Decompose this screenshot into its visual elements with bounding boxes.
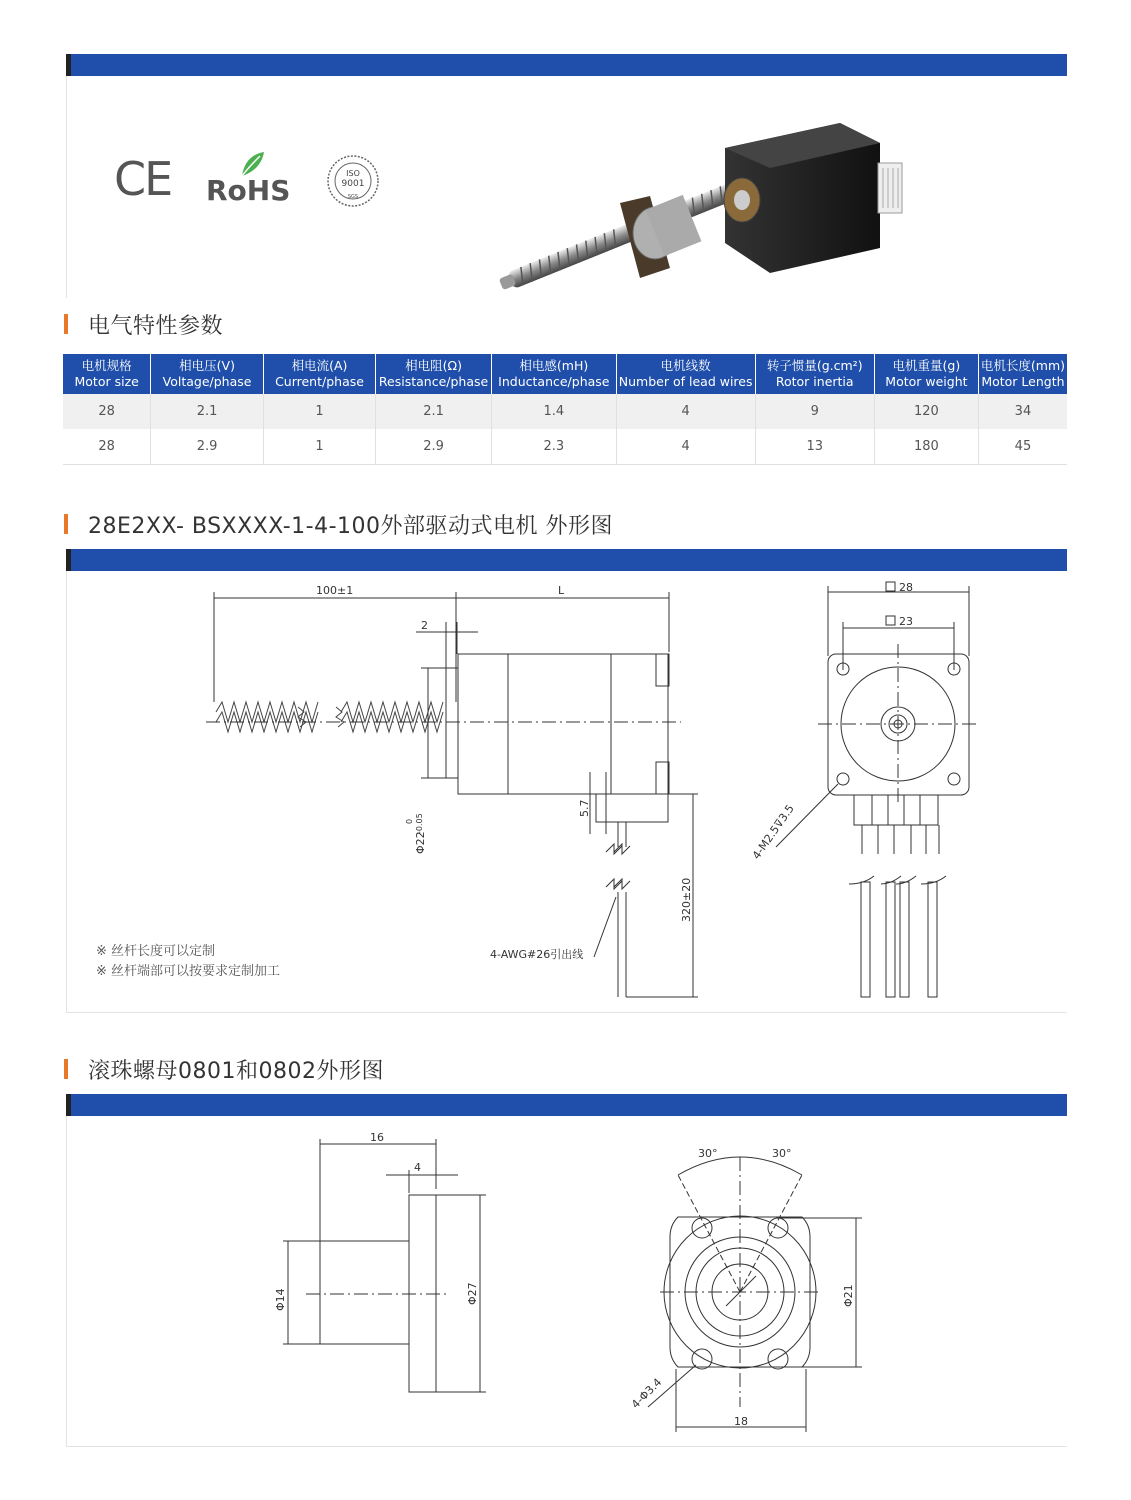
outline1-title: 28E2XX- BSXXXX-1-4-100外部驱动式电机 外形图 xyxy=(88,513,614,539)
dim-flange-diameter: Φ27 xyxy=(466,1282,479,1305)
certification-logos xyxy=(108,150,398,220)
top-bar xyxy=(66,54,1067,76)
table-header: 电机重量(g) Motor weight xyxy=(874,354,978,394)
table-cell: 13 xyxy=(755,429,874,465)
dim-boss: 2 xyxy=(421,619,428,632)
note-item: ※ 丝杆长度可以定制 xyxy=(96,944,216,959)
dim-nut-length: 16 xyxy=(370,1131,384,1144)
table-cell: 1.4 xyxy=(491,394,616,429)
table-cell: 28 xyxy=(63,394,151,429)
table-header-row xyxy=(63,354,1067,394)
table-cell: 4 xyxy=(616,394,755,429)
table-header: 电机线数 Number of lead wires xyxy=(616,354,755,394)
table-row xyxy=(63,394,1067,429)
table-cell: 1 xyxy=(263,429,375,465)
outline2-title: 滚珠螺母0801和0802外形图 xyxy=(88,1058,384,1084)
dim-shaft-diameter: Φ22 xyxy=(414,831,427,854)
section-marker xyxy=(64,314,68,334)
table-cell: 2.1 xyxy=(376,394,492,429)
dim-bolt-circle: Φ21 xyxy=(842,1284,855,1307)
table-cell: 28 xyxy=(63,429,151,465)
table-cell: 34 xyxy=(978,394,1067,429)
iso-9001-seal xyxy=(326,154,380,208)
panel-border xyxy=(66,1446,1067,1447)
iso-text: ISO xyxy=(346,169,360,178)
dim-tol-top: 0 xyxy=(405,818,414,824)
dim-square-23: 23 xyxy=(899,615,913,628)
sgs-text: SGS xyxy=(347,194,359,200)
dim-angle-right: 30° xyxy=(772,1147,792,1160)
outline-notes xyxy=(96,942,280,982)
electrical-spec-table xyxy=(63,354,1067,465)
dim-screw-length: 100±1 xyxy=(316,584,354,597)
dim-gap: 5.7 xyxy=(578,799,591,817)
iso-number: 9001 xyxy=(341,179,365,189)
table-header: 相电压(V) Voltage/phase xyxy=(151,354,263,394)
table-cell: 120 xyxy=(874,394,978,429)
table-header: 相电阻(Ω) Resistance/phase xyxy=(376,354,492,394)
outline1-heading xyxy=(64,509,613,539)
panel-border xyxy=(66,1012,1067,1013)
table-cell: 2.9 xyxy=(151,429,263,465)
table-row xyxy=(63,429,1067,465)
dim-flange-thickness: 4 xyxy=(414,1161,421,1174)
table-cell: 180 xyxy=(874,429,978,465)
table-cell: 9 xyxy=(755,394,874,429)
table-header: 相电流(A) Current/phase xyxy=(263,354,375,394)
table-header: 电机规格 Motor size xyxy=(63,354,151,394)
dim-nut-diameter: Φ14 xyxy=(274,1288,287,1311)
outline2-heading xyxy=(64,1054,384,1084)
dim-square-28: 28 xyxy=(899,581,913,594)
note-item: ※ 丝杆端部可以按要求定制加工 xyxy=(96,964,281,979)
electrical-title: 电气特性参数 xyxy=(88,313,224,339)
outline2-bar xyxy=(66,1094,1067,1116)
table-cell: 45 xyxy=(978,429,1067,465)
ce-logo: CE xyxy=(114,152,172,206)
outline1-bar xyxy=(66,549,1067,571)
awg-label: 4-AWG#26引出线 xyxy=(490,948,584,961)
table-cell: 2.9 xyxy=(376,429,492,465)
dim-angle-left: 30° xyxy=(698,1147,718,1160)
dim-body-length: L xyxy=(558,584,565,597)
table-header: 相电感(mH) Inductance/phase xyxy=(491,354,616,394)
electrical-heading xyxy=(64,309,223,339)
table-cell: 2.1 xyxy=(151,394,263,429)
dim-width: 18 xyxy=(734,1415,748,1428)
section-marker xyxy=(64,514,68,534)
dim-tol-bottom: -0.05 xyxy=(415,813,424,834)
dim-lead-length: 320±20 xyxy=(680,877,693,922)
table-cell: 4 xyxy=(616,429,755,465)
table-header: 电机长度(mm) Motor Length xyxy=(978,354,1067,394)
table-cell: 2.3 xyxy=(491,429,616,465)
dim-hole-callout: 4-Φ3.4 xyxy=(628,1375,665,1412)
motor-product-image xyxy=(480,108,930,308)
ball-nut-drawing xyxy=(66,1117,1066,1445)
table-cell: 1 xyxy=(263,394,375,429)
dim-mounting-holes: 4-M2.5⊽3.5 xyxy=(749,802,797,862)
panel-border xyxy=(66,76,67,298)
table-header: 转子惯量(g.cm²) Rotor inertia xyxy=(755,354,874,394)
rohs-logo: RoHS xyxy=(206,174,291,207)
section-marker xyxy=(64,1059,68,1079)
